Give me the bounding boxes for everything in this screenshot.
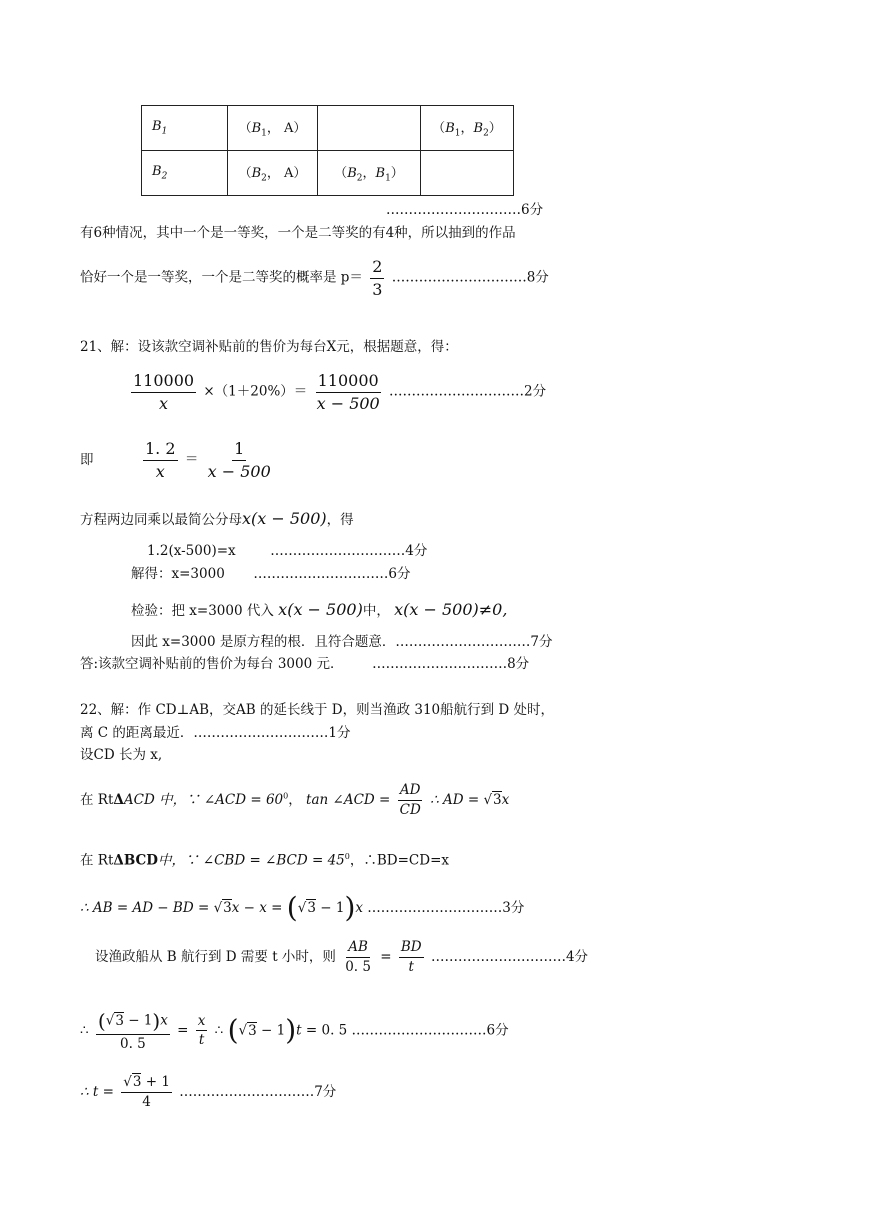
- text-line: 有6种情况，其中一个是一等奖，一个是二等奖的有4种，所以抽到的作品: [80, 225, 516, 241]
- score-mark: …………………………7分: [179, 1083, 337, 1100]
- root-line: 因此 x=3000 是原方程的根．且符合题意．…………………………7分: [131, 634, 553, 650]
- time-line: 设渔政船从 B 航行到 D 需要 t 小时，则 $\frac{AB}{0. 5}$ = $\frac{BD}{t}$ …………………………4分: [95, 939, 589, 975]
- table-cell: [318, 106, 421, 151]
- fraction: $\frac{110000}{x - 500}$: [316, 371, 380, 413]
- fraction: $\frac{√3 + 1}{4}$: [123, 1074, 170, 1110]
- fraction: $\frac{BD}{t}$: [400, 939, 422, 975]
- score-mark: …………………………4分: [270, 543, 428, 559]
- fraction: $\frac{1}{x - 500}$: [207, 439, 271, 481]
- fraction: $\frac{(√3 - 1)x}{0. 5}$: [97, 1009, 168, 1052]
- table-cell: （$B_1$， A）: [228, 106, 318, 151]
- t-result-line: ∴ t = $\frac{√3 + 1}{4}$ …………………………7分: [80, 1074, 337, 1110]
- table-cell: （$B_2$， A）: [228, 151, 318, 196]
- fraction: $\frac{1. 2}{x}$: [145, 439, 176, 481]
- step-line: 解得：x=3000 …………………………6分: [131, 566, 411, 582]
- fraction: $\frac{AB}{0. 5}$: [345, 939, 371, 975]
- score-mark: …………………………1分: [193, 725, 351, 741]
- table-cell: $B_1$: [142, 106, 228, 151]
- text-line: 设CD 长为 x,: [80, 747, 163, 763]
- text-line: 方程两边同乘以最简公分母x(x − 500)，得: [80, 509, 354, 528]
- score-mark: …………………………7分: [395, 634, 553, 650]
- equation-1: $\frac{110000}{x}$ ×（1＋20%）＝ $\frac{110000}{x - 500}$ …………………………2分: [133, 371, 547, 413]
- score-mark: …………………………8分: [391, 269, 549, 286]
- table-cell: $B_2$: [142, 151, 228, 196]
- text: 恰好一个是一等奖，一个是二等奖的概率是 p＝: [80, 269, 363, 286]
- score-mark: …………………………3分: [367, 899, 525, 916]
- rt-bcd-line: 在 RtΔBCD中，∵ ∠CBD = ∠BCD = $45^0$，∴BD=CD=x: [80, 852, 449, 869]
- question-21-intro: 21、解：设该款空调补贴前的售价为每台X元，根据题意，得：: [80, 339, 458, 355]
- table-cell: （$B_1$，$B_2$）: [421, 106, 514, 151]
- score-mark: …………………………4分: [430, 948, 589, 965]
- score-mark: …………………………6分: [253, 566, 411, 582]
- outcome-table: [141, 105, 514, 196]
- rt-acd-line: 在 RtΔACD 中，∵ ∠ACD = $60^0$， tan ∠ACD = $\frac{AD}{CD}$ ∴ AD = √3x: [80, 782, 510, 818]
- equation-2: $\frac{1. 2}{x}$ ＝ $\frac{1}{x - 500}$: [145, 439, 271, 481]
- table-row: [142, 151, 514, 196]
- check-line: 检验：把 x=3000 代入 x(x − 500)中， x(x − 500)≠0,: [131, 600, 508, 619]
- score-mark: …………………………6分: [351, 1022, 509, 1039]
- label-ji: 即: [80, 452, 94, 468]
- table-cell: （$B_2$，$B_1$）: [318, 151, 421, 196]
- ab-line: ∴ AB = AD − BD = √3x − x = (√3 − 1)x …………………………3分: [80, 891, 525, 924]
- table-cell: [421, 151, 514, 196]
- fraction: $\frac{x}{t}$: [197, 1012, 206, 1049]
- fraction: $\frac{AD}{CD}$: [399, 782, 421, 818]
- score-mark: …………………………6分: [386, 202, 544, 218]
- fraction: $\frac{110000}{x}$: [133, 371, 195, 413]
- score-mark: …………………………8分: [372, 656, 530, 672]
- answer-line: 答:该款空调补贴前的售价为每台 3000 元． …………………………8分: [80, 656, 530, 672]
- score-mark: …………………………2分: [389, 383, 547, 400]
- table-row: [142, 106, 514, 151]
- text-line: 离 C 的距离最近．…………………………1分: [80, 725, 351, 741]
- probability-line: [80, 258, 549, 298]
- fraction: $\frac{2}{3}$: [372, 257, 383, 299]
- t-derivation-line: ∴ $\frac{(√3 - 1)x}{0. 5}$ = $\frac{x}{t}$ ∴ (√3 − 1)t = 0. 5 …………………………6分: [80, 1009, 509, 1052]
- step-line: 1.2(x-500)=x …………………………4分: [147, 543, 428, 559]
- question-22-intro: 22、解：作 CD⊥AB，交AB 的延长线于 D，则当渔政 310船航行到 D 处时，: [80, 702, 555, 718]
